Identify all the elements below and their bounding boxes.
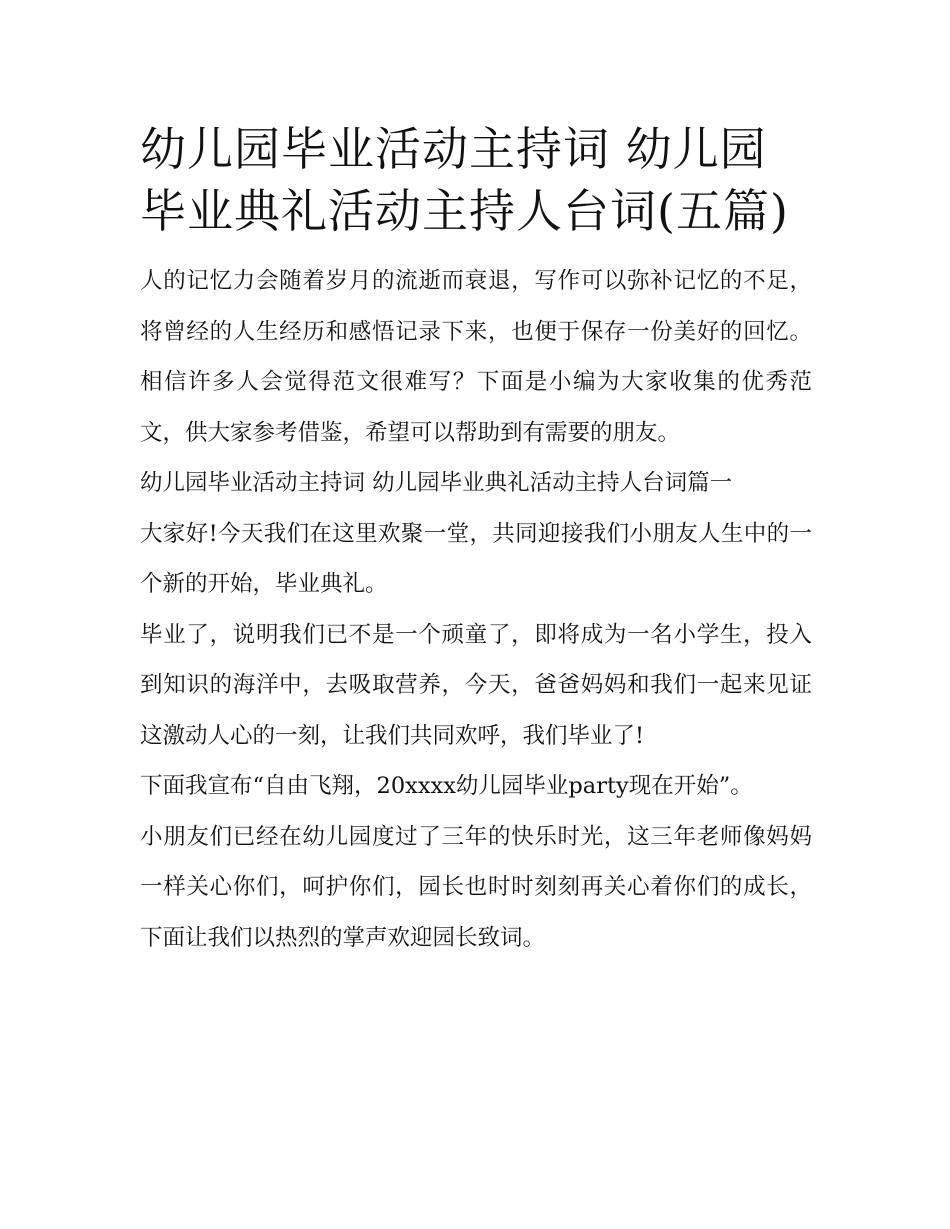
document-title: 幼儿园毕业活动主持词 幼儿园毕业典礼活动主持人台词(五篇)	[140, 122, 789, 238]
paragraph-intro: 人的记忆力会随着岁月的流逝而衰退，写作可以弥补记忆的不足，将曾经的人生经历和感悟记录下来，也便于保存一份美好的回忆。相信许多人会觉得范文很难写？下面是小编为大家收集的优秀范文，供大家参考借鉴，希望可以帮助到有需要的朋友。	[140, 268, 812, 446]
paragraph-announcement: 下面我宣布“自由飞翔，20xxxx幼儿园毕业party现在开始”。	[140, 773, 753, 799]
paragraph-greeting: 大家好!今天我们在这里欢聚一堂，共同迎接我们小朋友人生中的一个新的开始，毕业典礼。	[140, 520, 812, 597]
paragraph-section-heading: 幼儿园毕业活动主持词 幼儿园毕业典礼活动主持人台词篇一	[140, 470, 733, 496]
paragraph-principal-intro: 小朋友们已经在幼儿园度过了三年的快乐时光，这三年老师像妈妈一样关心你们，呵护你们，园长也时时刻刻再关心着你们的成长，下面让我们以热烈的掌声欢迎园长致词。	[140, 823, 812, 951]
document-body	[140, 118, 812, 963]
paragraph-graduation: 毕业了，说明我们已不是一个顽童了，即将成为一名小学生，投入到知识的海洋中，去吸取营养，今天，爸爸妈妈和我们一起来见证这激动人心的一刻，让我们共同欢呼，我们毕业了!	[140, 621, 812, 749]
